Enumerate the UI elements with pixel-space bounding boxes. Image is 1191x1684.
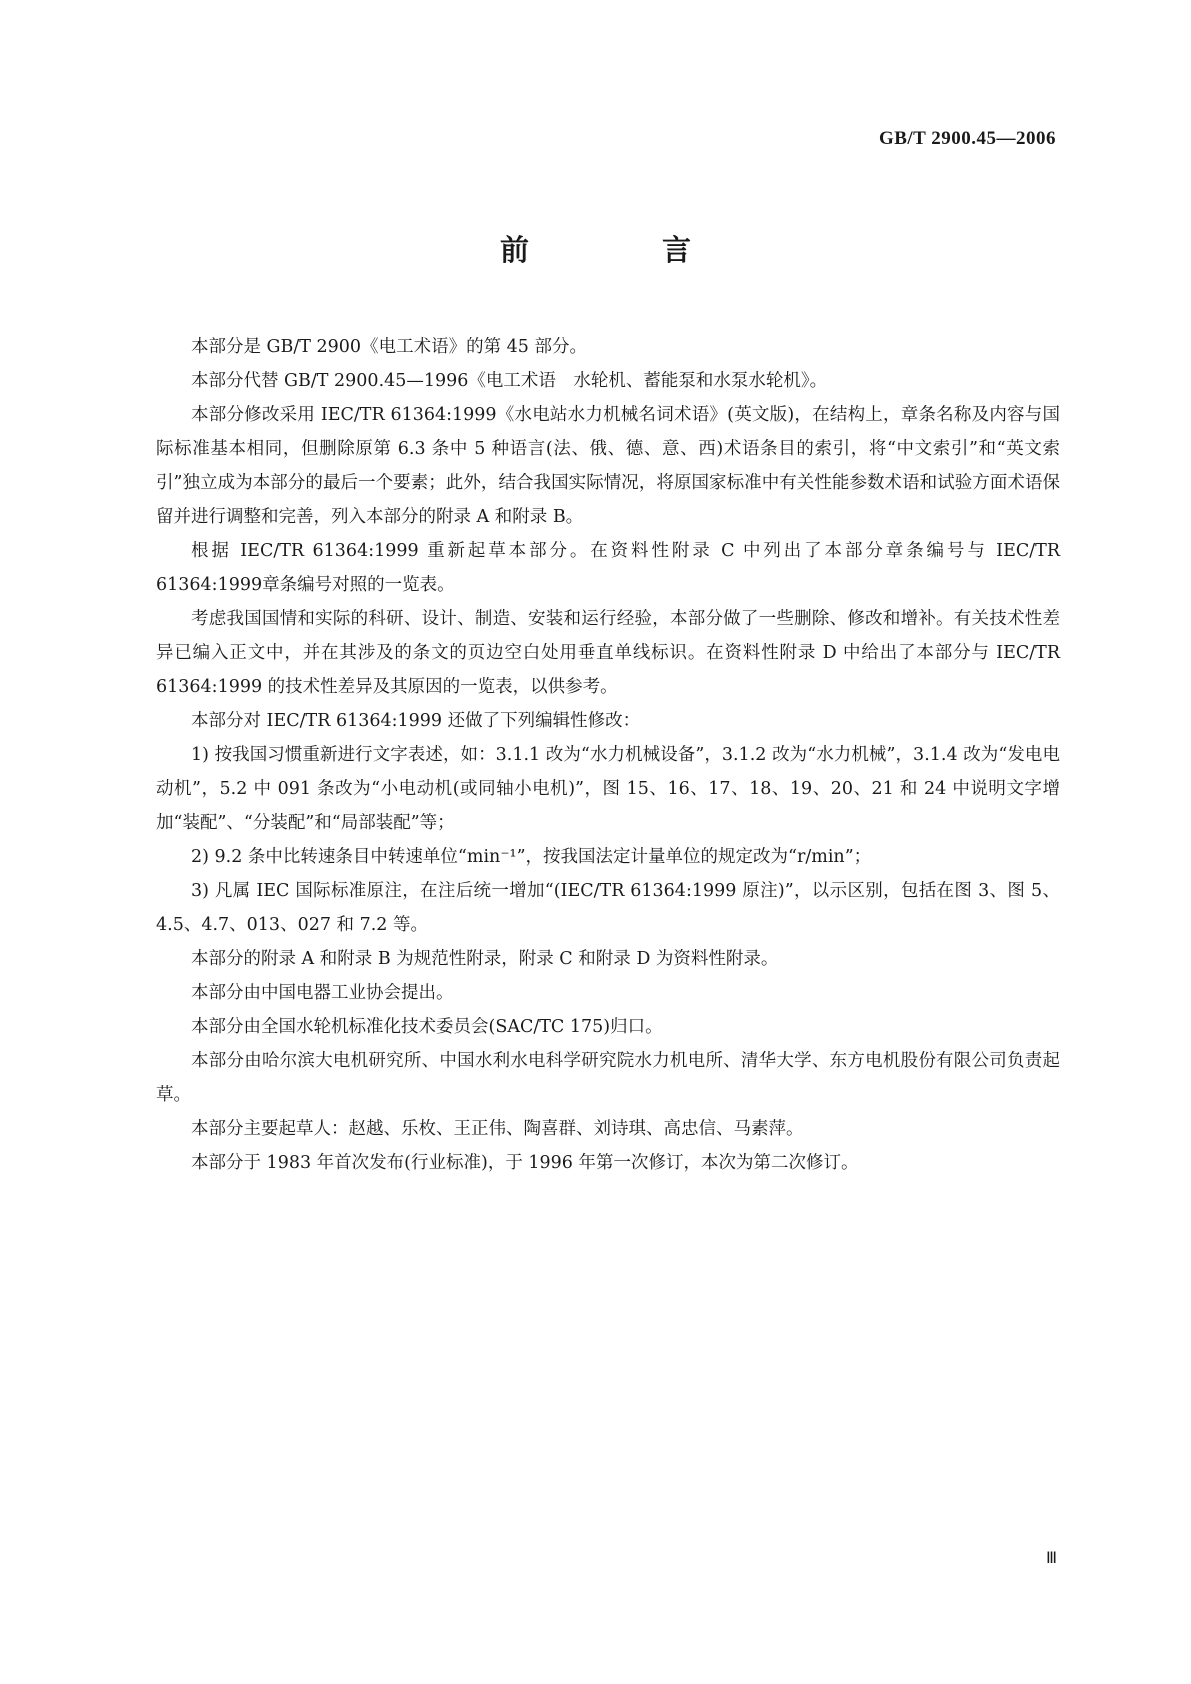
list-item: 1) 按我国习惯重新进行文字表述，如：3.1.1 改为“水力机械设备”，3.1.2 改为“水力机械”，3.1.4 改为“发电电动机”，5.2 中 091 条改为“小电动机(或同轴小电机)”，图 15、16、17、18、19、20、21 和 24 中说明文字增加“装配”、“分装配”和“局部装配”等； (156, 745, 1060, 833)
list-item: 3) 凡属 IEC 国际标准原注，在注后统一增加“(IEC/TR 61364:1999 原注)”，以示区别，包括在图 3、图 5、4.5、4.7、013、027 和 7.2 等。 (156, 881, 1060, 935)
paragraph: 本部分由哈尔滨大电机研究所、中国水利水电科学研究院水力机电所、清华大学、东方电机股份有限公司负责起草。 (156, 1051, 1060, 1105)
paragraph: 本部分修改采用 IEC/TR 61364:1999《水电站水力机械名词术语》(英文版)，在结构上，章条名称及内容与国际标准基本相同，但删除原第 6.3 条中 5 种语言(法、俄、德、意、西)术语条目的索引，将“中文索引”和“英文索引”独立成为本部分的最后一个要素；此外，结合我国实际情况，将原国家标准中有关性能参数术语和试验方面术语保留并进行调整和完善，列入本部分的附录 A 和附录 B。 (156, 405, 1060, 527)
document-body (156, 330, 1060, 1180)
paragraph: 本部分的附录 A 和附录 B 为规范性附录，附录 C 和附录 D 为资料性附录。 (191, 949, 779, 969)
standard-code: GB/T 2900.45—2006 (878, 128, 1056, 149)
paragraph: 本部分由中国电器工业协会提出。 (191, 983, 454, 1003)
paragraph: 本部分主要起草人：赵越、乐枚、王正伟、陶喜群、刘诗琪、高忠信、马素萍。 (191, 1119, 804, 1139)
page-number: Ⅲ (1045, 1550, 1057, 1567)
paragraph: 根据 IEC/TR 61364:1999 重新起草本部分。在资料性附录 C 中列出了本部分章条编号与 IEC/TR 61364:1999章条编号对照的一览表。 (156, 541, 1060, 595)
paragraph: 本部分代替 GB/T 2900.45—1996《电工术语 水轮机、蓄能泵和水泵水轮机》。 (191, 371, 828, 391)
paragraph: 考虑我国国情和实际的科研、设计、制造、安装和运行经验，本部分做了一些删除、修改和增补。有关技术性差异已编入正文中，并在其涉及的条文的页边空白处用垂直单线标识。在资料性附录 D 中给出了本部分与 IEC/TR 61364:1999 的技术性差异及其原因的一览表，以供参考。 (156, 609, 1060, 697)
paragraph: 本部分于 1983 年首次发布(行业标准)，于 1996 年第一次修订，本次为第二次修订。 (191, 1153, 859, 1173)
paragraph: 本部分对 IEC/TR 61364:1999 还做了下列编辑性修改： (191, 711, 641, 731)
paragraph: 本部分是 GB/T 2900《电工术语》的第 45 部分。 (191, 337, 587, 357)
list-item: 2) 9.2 条中比转速条目中转速单位“min⁻¹”，按我国法定计量单位的规定改为“r/min”； (191, 847, 872, 867)
paragraph: 本部分由全国水轮机标准化技术委员会(SAC/TC 175)归口。 (191, 1017, 663, 1037)
page-title: 前 言 (499, 233, 743, 267)
